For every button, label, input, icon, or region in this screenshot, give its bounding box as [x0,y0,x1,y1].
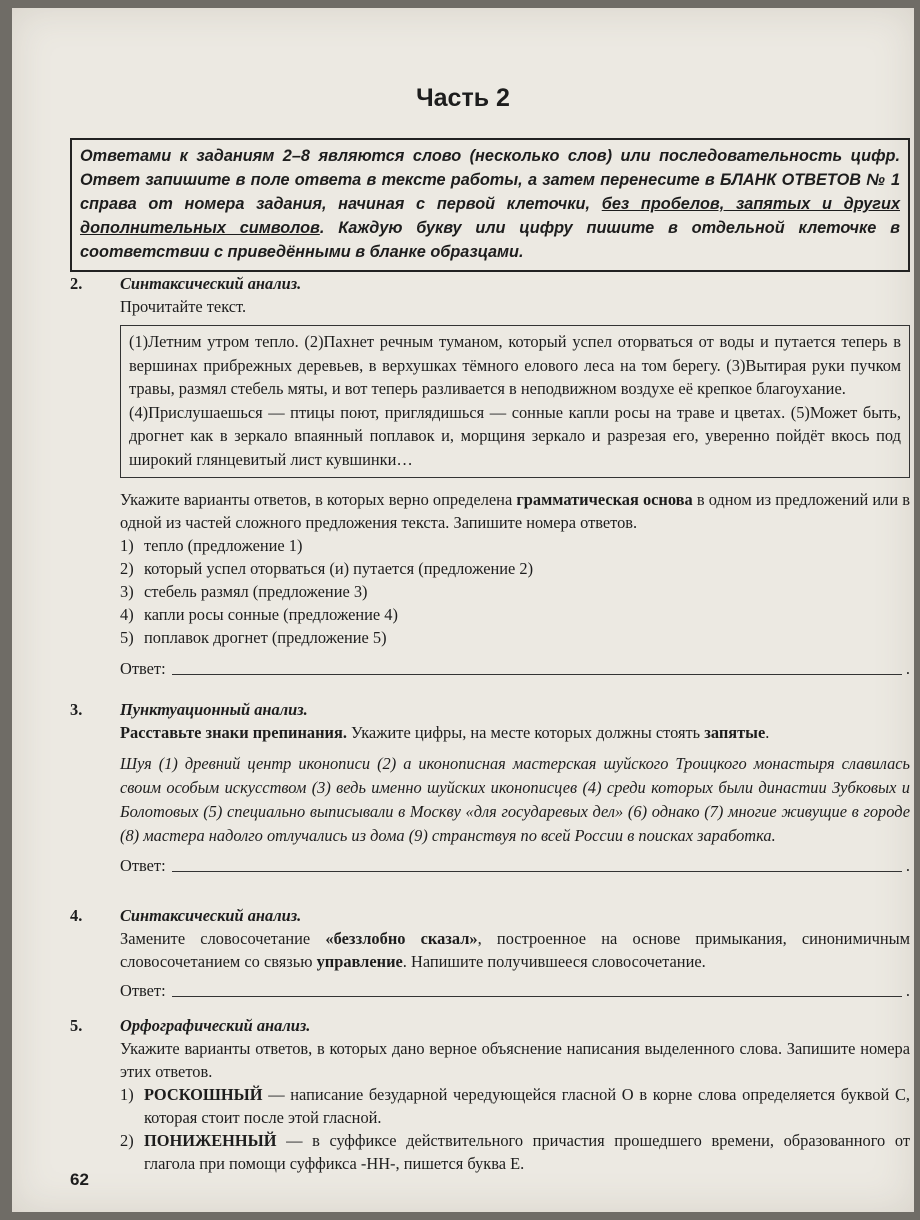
instructions-text-end: . Каждую букву или цифру пишите в отдельной клеточке в соответствии с приведёнными в бланке образцами. [80,219,900,261]
answer-dot: . [905,856,910,875]
instructions-underlined: без пробелов, запятых и других дополнительных символов [80,195,900,237]
punctuation-text: Шуя (1) древний центр иконописи (2) а иконописная мастерская шуйского Троицкого монастыря славилась своим особым искусством (3) ведь именно шуйских иконописцев (4) среди которых были династии Зубковых и Болотовых (5) специально выписывали в Москву «для государевых дел» (6) однако (7) многие живущие в городе (8) мастера надолго отлучались из дома (9) странствуя по всей России в поисках заработка. [120,754,910,845]
question-bold: грамматическая основа [516,490,693,509]
task-instruction [120,721,910,744]
text-paragraph: (1)Летним утром тепло. (2)Пахнет речным туманом, который успел оторваться от воды и путается теперь в вершинах прибрежных деревьев, в верхушках тёмного елового леса на том берегу. (3)Вытирая руки пучком травы, размял стебель мяты, и вот теперь разливается в неподвижном воздухе её крепкое благоухание. [129,332,901,398]
answer-line[interactable] [172,871,902,872]
answer-line[interactable] [172,674,902,675]
workbook-page [12,8,914,1212]
answer-dot: . [905,659,910,678]
option-item: 4) капли росы сонные (предложение 4) [120,605,398,624]
part-title: Часть 2 [416,84,510,112]
question-text: Замените словосочетание [120,929,326,948]
answer-label: Ответ: [120,981,166,1000]
option-item: 1) РОСКОШНЫЙ — написание безударной чередующейся гласной О в корне слова определяется буквой С, которая стоит после этой гласной. [120,1085,910,1127]
instruction-end: . [765,723,770,742]
instruction-bold-2: запятые [704,723,766,742]
task-prompt: Прочитайте текст. [120,297,247,316]
question-text-end: в одном из предложений или в одной из частей сложного предложения текста. Запишите номера ответов. [120,490,910,532]
task-2 [70,272,910,680]
question-text-2: , построенное на основе примыкания, синонимичным словосочетанием со связью [120,929,910,971]
task-number: 2. [70,274,83,293]
answer-line[interactable] [172,996,902,997]
task-heading: Синтаксический анализ. [120,274,302,293]
task-number: 5. [70,1016,83,1035]
task-5 [70,1014,910,1175]
question-text-3: . Напишите получившееся словосочетание. [402,952,706,971]
instructions-box [70,138,910,272]
option-item: 5) поплавок дрогнет (предложение 5) [120,628,387,647]
task-number: 3. [70,700,83,719]
highlighted-word: РОСКОШНЫЙ [144,1085,263,1104]
task-question: Укажите варианты ответов, в которых дано верное объяснение написания выделенного слова. Запишите номера этих ответов. [120,1039,910,1081]
option-item: 3) стебель размял (предложение 3) [120,582,368,601]
instruction-bold: Расставьте знаки препинания. [120,723,347,742]
task-4 [70,904,910,1002]
options-list [120,534,910,649]
task-number: 4. [70,906,83,925]
answer-label: Ответ: [120,659,166,678]
text-paragraph: (4)Прислушаешься — птицы поют, приглядишься — сонные капли росы на траве и цветах. (5)Может быть, дрогнет как в зеркало впаянный поплавок и, морщиня зеркало и разрезая его, уверенно пойдёт вкось под широкий глянцевитый лист кувшинки… [129,402,901,469]
question-bold-2: управление [316,952,403,971]
answer-dot: . [905,981,910,1000]
answer-field[interactable] [120,657,910,680]
instruction-text: Укажите цифры, на месте которых должны стоять [346,723,705,742]
options-list [120,1083,910,1175]
task-heading: Орфографический анализ. [120,1016,311,1035]
option-item: 2) который успел оторваться (и) путается (предложение 2) [120,559,534,578]
task-question [120,488,910,534]
question-bold: «беззлобно сказал» [325,929,478,948]
question-text: Укажите варианты ответов, в которых верно определена [120,490,517,509]
instructions-text: Ответами к заданиям 2–8 являются слово (несколько слов) или последовательность цифр. Ответ запишите в поле ответа в тексте работы, а затем перенесите в БЛАНК ОТВЕТОВ № 1 справа от номера задания, начиная с первой клеточки, [80,147,900,213]
option-item: 1) тепло (предложение 1) [120,536,303,555]
task-question [120,927,910,973]
option-item: 2) ПОНИЖЕННЫЙ — в суффиксе действительного причастия прошедшего времени, образованного от глагола при помощи суффикса -НН-, пишется буква Е. [120,1131,910,1173]
answer-label: Ответ: [120,856,166,875]
highlighted-word: ПОНИЖЕННЫЙ [144,1131,277,1150]
task-heading: Пунктуационный анализ. [120,700,308,719]
page-number: 62 [70,1170,89,1189]
answer-field[interactable] [120,854,910,877]
task-heading: Синтаксический анализ. [120,906,302,925]
reading-text-box [120,325,910,478]
task-3 [70,698,910,877]
answer-field[interactable] [120,979,910,1002]
